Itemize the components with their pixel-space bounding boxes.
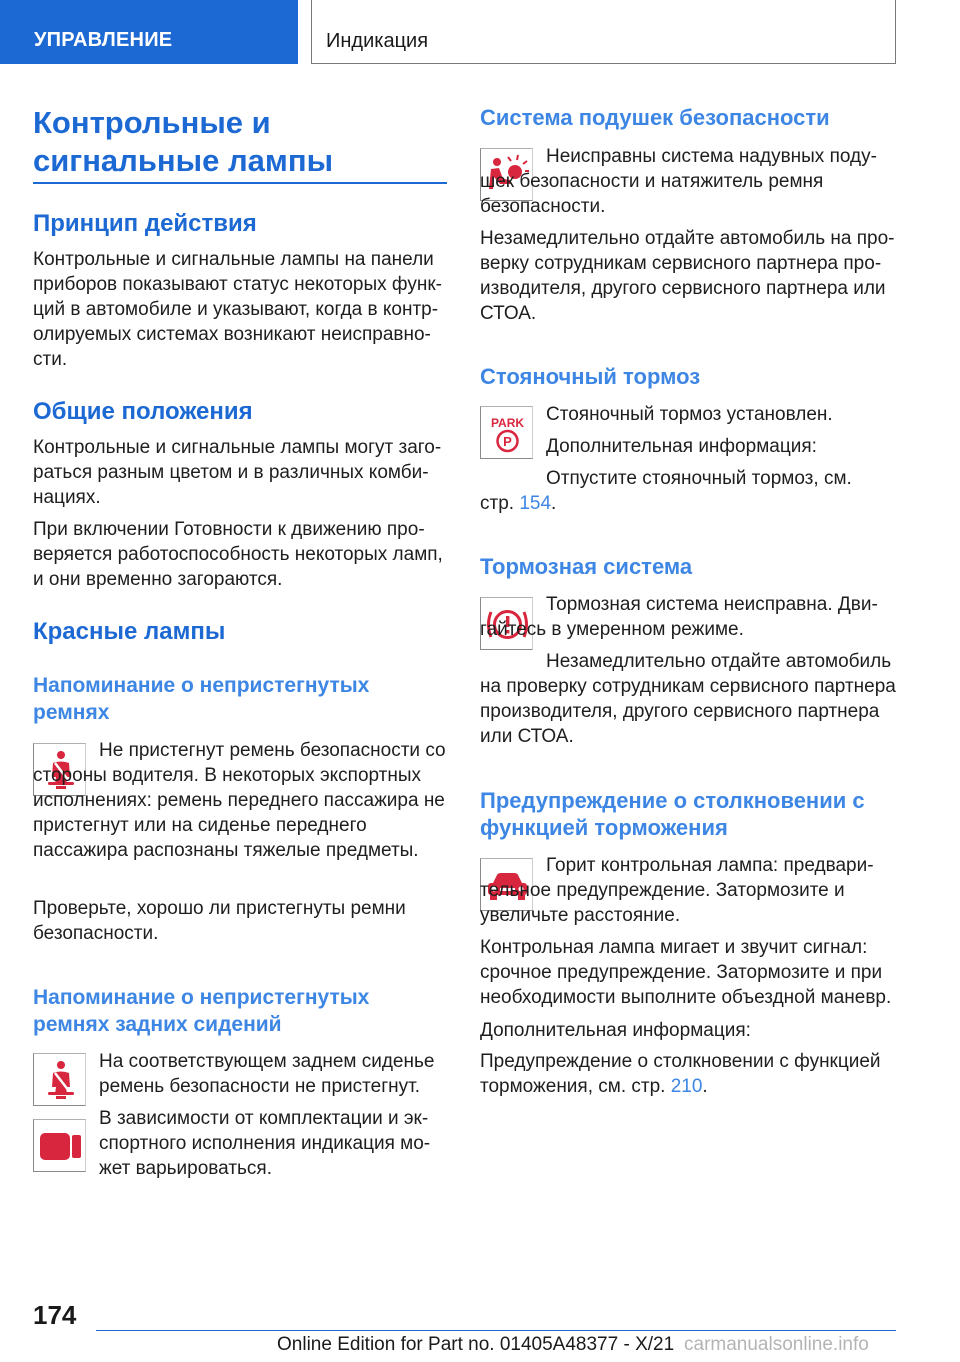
general-heading: Общие положения	[33, 398, 253, 425]
collision-text-4a: Предупреждение о столкновении с функцией торможения, см. стр.	[480, 1051, 881, 1097]
collision-text-2: Контрольная лампа мигает и звучит сигнал: срочное предупреждение. Затормозите и при необходимости выполните объездной маневр.	[480, 937, 892, 1008]
park-page-prefix: стр.	[480, 493, 515, 514]
collision-text-3: Дополнительная информация:	[480, 1020, 751, 1041]
park-page-link[interactable]: 154	[519, 493, 552, 514]
rear-text-2: В зависимости от комплектации и экспортного исполнения индикация может варьироваться.	[99, 1108, 431, 1179]
page-title-line2: сигнальные лампы	[33, 143, 334, 178]
parking-brake-icon	[480, 406, 533, 459]
general-text-1: Контрольные и сигнальные лампы могут загораться разным цветом и в различных комбинациях.	[33, 437, 442, 508]
parking-brake-heading: Стояночный тормоз	[480, 364, 701, 389]
brake-system-heading: Тормозная система	[480, 554, 693, 579]
park-text-3b	[480, 491, 896, 516]
collision-text-4	[480, 1049, 896, 1099]
rear-seat-status-icon	[33, 1119, 86, 1172]
park-icon-label: PARK	[490, 416, 525, 430]
collision-page-link[interactable]: 210	[670, 1076, 703, 1097]
section-tab: УПРАВЛЕНИЕ	[0, 0, 298, 64]
airbag-text-2: Незамедлительно отдайте автомобиль на проверку сотрудникам сервисного партнера производителя, другого сервисного партнера или СТОА.	[480, 228, 895, 324]
park-page-dot: .	[551, 493, 557, 514]
collision-warning-heading: Предупреждение о столкновении с функцией торможения	[480, 788, 865, 840]
park-text-2: Дополнительная информация:	[546, 436, 817, 457]
general-text-2: При включении Готовности к движению проверяется работоспособность некоторых ламп, и они временно загораются.	[33, 519, 443, 590]
rear-text-1: На соответствующем заднем сиденье ремень безопасности не пристегнут.	[99, 1051, 435, 1097]
park-icon-p: P	[503, 434, 512, 449]
page-title	[33, 104, 447, 180]
collision-text-1: Горит контрольная лампа: предварительное предупреждение. Затормозите и увеличьте расстояние.	[480, 855, 874, 926]
principle-text: Контрольные и сигнальные лампы на панели приборов показывают статус некоторых функций в автомобиле и указывают, когда в контролируемых системах возникают неисправности.	[33, 249, 442, 370]
airbag-text-1: Неисправны система надувных подушек безопасности и натяжитель ремня безопасности.	[480, 146, 877, 217]
footer-divider	[96, 1330, 896, 1331]
red-lamps-heading: Красные лампы	[33, 618, 226, 645]
page-number: 174	[33, 1300, 77, 1330]
brake-text-2: Незамедлительно отдайте автомобиль на проверку сотрудникам сервисного партнера производителя, другого сервисного партнера или СТОА.	[480, 651, 896, 747]
edition-text: Online Edition for Part no. 01405A48377 - X/21	[277, 1334, 675, 1355]
belt-text-2: Проверьте, хорошо ли пристегнуты ремни безопасности.	[33, 898, 406, 944]
principle-heading: Принцип действия	[33, 210, 257, 237]
chapter-title: Индикация	[311, 0, 896, 64]
rear-seatbelt-warning-icon	[33, 1053, 86, 1106]
belt-reminder-heading: Напоминание о непристегнутых ремнях	[33, 674, 370, 724]
belt-text-1-wrap: Не пристегнут ремень безопасности со стороны водителя. В некоторых экспортных исполнениях: ремень переднего пассажира не пристегнут или на сиденье переднего пассажира распознаны тяжелые предметы.	[33, 740, 446, 861]
watermark: carmanualsonline.info	[684, 1334, 869, 1355]
airbag-heading: Система подушек безопасности	[480, 105, 830, 130]
rear-belt-heading: Напоминание о непристегнутых ремнях задних сидений	[33, 986, 370, 1036]
park-text-3a: Отпустите стояночный тормоз, см.	[546, 468, 852, 489]
brake-text-1: Тормозная система неисправна. Двигайтесь в умеренном режиме.	[480, 594, 878, 640]
title-divider	[33, 182, 447, 184]
page-title-line1: Контрольные и	[33, 105, 271, 140]
collision-page-dot: .	[702, 1076, 708, 1097]
park-text-1: Стояночный тормоз установлен.	[546, 404, 833, 425]
